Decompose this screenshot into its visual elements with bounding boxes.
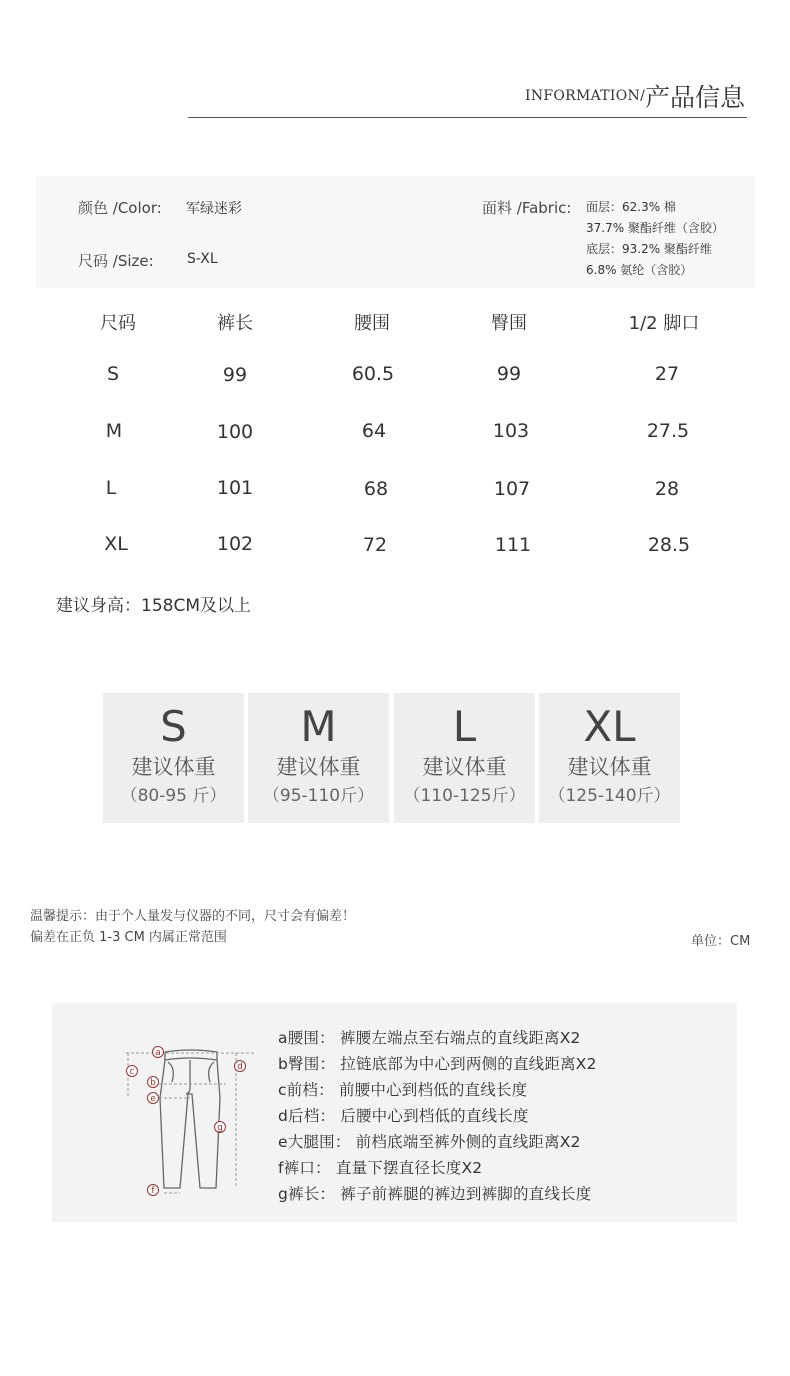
card-range: （80-95 斤） xyxy=(120,786,227,806)
measurement-line-d: d后档： 后腰中心到档低的直线长度 xyxy=(278,1107,529,1125)
measurement-line-g: g裤长： 裤子前裤腿的裤边到裤脚的直线长度 xyxy=(278,1185,592,1203)
table-header: 腰围 xyxy=(354,313,390,334)
table-cell: XL xyxy=(104,533,128,555)
table-cell: 28.5 xyxy=(647,534,691,556)
measurement-line-e: e大腿围： 前档底端至裤外侧的直线距离X2 xyxy=(278,1133,581,1151)
table-cell: 102 xyxy=(216,533,254,555)
card-label: 建议体重 xyxy=(131,755,216,779)
fabric-label: 面料 /Fabric: xyxy=(482,199,572,217)
table-cell: 28 xyxy=(654,478,680,500)
table-cell: 60.5 xyxy=(351,363,395,385)
weight-card-l xyxy=(394,693,535,823)
table-cell: M xyxy=(105,420,123,442)
card-label: 建议体重 xyxy=(276,755,361,779)
card-size: L xyxy=(452,702,477,751)
tip-line: 偏差在正负 1-3 CM 内属正常范围 xyxy=(30,930,227,945)
table-header: 裤长 xyxy=(217,313,253,334)
weight-card-m xyxy=(248,693,389,823)
card-range: （125-140斤） xyxy=(548,786,671,806)
pants-diagram xyxy=(120,1038,260,1202)
tip-line: 温馨提示：由于个人量发与仪器的不同，尺寸会有偏差！ xyxy=(30,909,356,924)
table-cell: 107 xyxy=(493,478,531,500)
marker-label: d xyxy=(237,1062,243,1072)
size-value: S-XL xyxy=(187,251,218,267)
measurement-line-c: c前档： 前腰中心到档低的直线长度 xyxy=(278,1081,528,1099)
table-cell: 111 xyxy=(494,534,532,556)
fabric-line: 底层：93.2% 聚酯纤维 xyxy=(586,242,712,256)
table-cell: 27 xyxy=(654,363,680,385)
table-header: 1/2 脚口 xyxy=(628,313,700,334)
card-size: S xyxy=(160,702,187,751)
unit-label: 单位：CM xyxy=(691,934,751,949)
fabric-line: 6.8% 氨纶（含胶） xyxy=(586,263,693,277)
table-cell: 101 xyxy=(216,477,254,499)
card-size: XL xyxy=(583,702,636,751)
marker-label: g xyxy=(217,1123,223,1133)
size-label: 尺码 /Size: xyxy=(78,252,154,270)
measurement-line-b: b臀围： 拉链底部为中心到两侧的直线距离X2 xyxy=(278,1055,597,1073)
measurement-line-a: a腰围： 裤腰左端点至右端点的直线距离X2 xyxy=(278,1029,581,1047)
table-header: 臀围 xyxy=(491,313,527,334)
marker-label: b xyxy=(150,1078,156,1088)
header-title-cn: 产品信息 xyxy=(645,83,746,112)
measurement-line-f: f裤口： 直量下摆直径长度X2 xyxy=(278,1159,483,1177)
height-recommendation: 建议身高：158CM及以上 xyxy=(56,596,251,616)
color-label: 颜色 /Color: xyxy=(78,199,162,217)
header-title-en: INFORMATION/ xyxy=(525,88,646,104)
card-label: 建议体重 xyxy=(422,755,507,779)
card-range: （95-110斤） xyxy=(262,786,375,806)
table-cell: 64 xyxy=(361,420,387,442)
table-cell: 68 xyxy=(363,478,389,500)
table-cell: 99 xyxy=(496,363,522,385)
table-header: 尺码 xyxy=(100,313,136,334)
weight-card-xl xyxy=(539,693,680,823)
table-cell: 103 xyxy=(492,420,530,442)
marker-label: c xyxy=(129,1067,135,1077)
header-divider xyxy=(188,117,747,118)
marker-label: f xyxy=(151,1186,155,1196)
marker-label: a xyxy=(155,1048,161,1058)
weight-card-s xyxy=(103,693,244,823)
table-cell: 99 xyxy=(222,364,248,386)
card-size: M xyxy=(300,702,337,751)
marker-label: e xyxy=(150,1094,156,1104)
card-label: 建议体重 xyxy=(567,755,652,779)
fabric-line: 面层：62.3% 棉 xyxy=(586,200,676,214)
color-value: 军绿迷彩 xyxy=(186,201,242,217)
fabric-line: 37.7% 聚酯纤维（含胶） xyxy=(586,221,724,235)
table-cell: L xyxy=(105,477,117,499)
card-range: （110-125斤） xyxy=(403,786,526,806)
table-cell: S xyxy=(106,363,120,385)
table-cell: 100 xyxy=(216,421,254,443)
table-cell: 27.5 xyxy=(646,420,690,442)
table-cell: 72 xyxy=(362,534,388,556)
